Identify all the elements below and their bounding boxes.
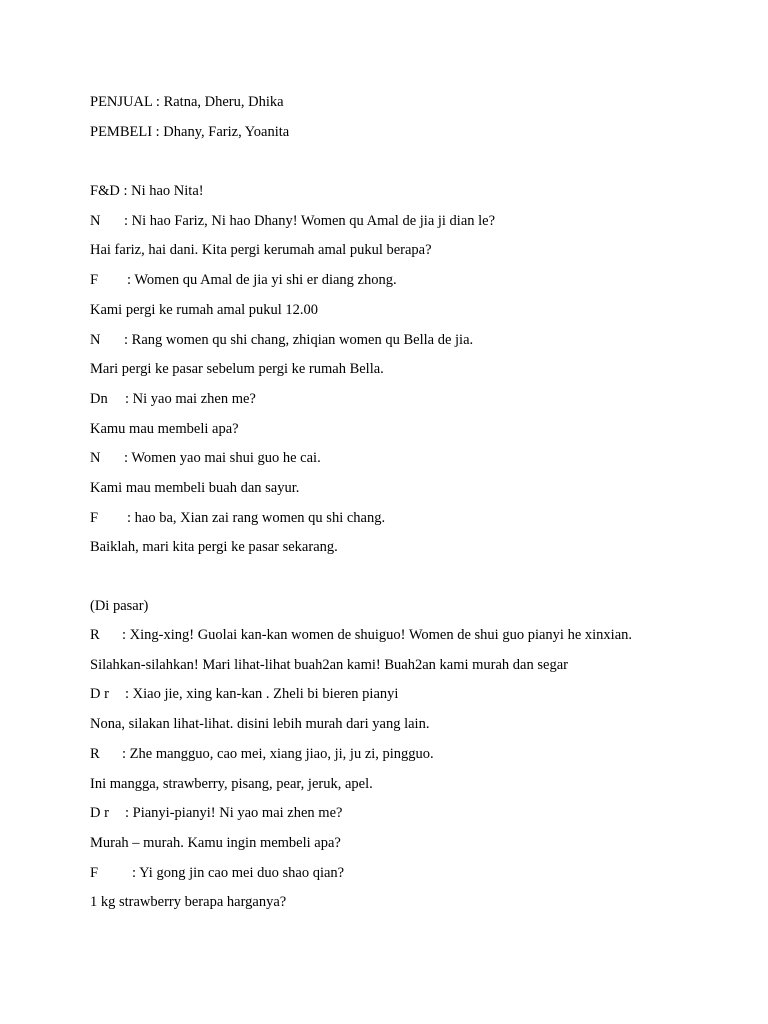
line-text: : Women yao mai shui guo he cai. bbox=[124, 450, 321, 466]
speaker-label: F bbox=[90, 510, 99, 526]
line-text: Murah – murah. Kamu ingin membeli apa? bbox=[90, 835, 341, 851]
dialogue-line bbox=[90, 685, 398, 703]
line-text: 1 kg strawberry berapa harganya? bbox=[90, 894, 287, 910]
pembeli-line bbox=[90, 123, 289, 141]
speaker-label: N bbox=[90, 450, 101, 466]
line-text: : Pianyi-pianyi! Ni yao mai zhen me? bbox=[125, 805, 343, 821]
speaker-label: D r bbox=[90, 805, 109, 821]
dialogue-line bbox=[90, 864, 344, 882]
line-text: Silahkan-silahkan! Mari lihat-lihat buah2an kami! Buah2an kami murah dan segar bbox=[90, 657, 568, 673]
line-text: : hao ba, Xian zai rang women qu shi chang. bbox=[127, 510, 386, 526]
speaker-label: N bbox=[90, 213, 101, 229]
dialogue-line bbox=[90, 271, 397, 289]
speaker-label: N bbox=[90, 332, 101, 348]
dialogue-line bbox=[90, 182, 204, 200]
dialogue-line bbox=[90, 212, 495, 230]
line-text: : Women qu Amal de jia yi shi er diang zhong. bbox=[127, 272, 397, 288]
line-text: PEMBELI : Dhany, Fariz, Yoanita bbox=[90, 124, 290, 140]
speaker-label: D r bbox=[90, 686, 109, 702]
speaker-label: F bbox=[90, 865, 99, 881]
translation-line bbox=[90, 420, 239, 438]
translation-line bbox=[90, 775, 373, 793]
translation-line bbox=[90, 301, 318, 319]
line-text: Kamu mau membeli apa? bbox=[90, 421, 239, 437]
line-text: Ini mangga, strawberry, pisang, pear, jeruk, apel. bbox=[90, 776, 373, 792]
line-text: Baiklah, mari kita pergi ke pasar sekarang. bbox=[90, 539, 338, 555]
dialogue-line bbox=[90, 509, 385, 527]
translation-line bbox=[90, 479, 299, 497]
speaker-label: Dn bbox=[90, 391, 108, 407]
speaker-label: R bbox=[90, 746, 100, 762]
line-text: : Xiao jie, xing kan-kan . Zheli bi bieren pianyi bbox=[125, 686, 399, 702]
dialogue-line bbox=[90, 390, 256, 408]
line-text: : Xing-xing! Guolai kan-kan women de shuiguo! Women de shui guo pianyi he xinxian. bbox=[122, 627, 633, 643]
line-text: (Di pasar) bbox=[90, 598, 149, 614]
translation-line bbox=[90, 715, 429, 733]
translation-line bbox=[90, 893, 286, 911]
line-text: : Zhe mangguo, cao mei, xiang jiao, ji, ju zi, pingguo. bbox=[122, 746, 434, 762]
line-text: : Rang women qu shi chang, zhiqian women qu Bella de jia. bbox=[124, 332, 474, 348]
dialogue-line bbox=[90, 626, 632, 644]
line-text: Nona, silakan lihat-lihat. disini lebih murah dari yang lain. bbox=[90, 716, 430, 732]
translation-line bbox=[90, 656, 568, 674]
line-text: Mari pergi ke pasar sebelum pergi ke rumah Bella. bbox=[90, 361, 384, 377]
translation-line bbox=[90, 241, 432, 259]
line-text: Kami mau membeli buah dan sayur. bbox=[90, 480, 300, 496]
speaker-label: F bbox=[90, 272, 99, 288]
dialogue-line bbox=[90, 745, 434, 763]
line-text: Hai fariz, hai dani. Kita pergi kerumah amal pukul berapa? bbox=[90, 242, 432, 258]
translation-line bbox=[90, 360, 384, 378]
line-text: : Yi gong jin cao mei duo shao qian? bbox=[132, 865, 345, 881]
scene-label bbox=[90, 597, 148, 615]
speaker-label: F&D bbox=[90, 183, 120, 199]
line-text: PENJUAL : Ratna, Dheru, Dhika bbox=[90, 94, 284, 110]
penjual-line bbox=[90, 93, 284, 111]
line-text: Kami pergi ke rumah amal pukul 12.00 bbox=[90, 302, 319, 318]
line-text: : Ni hao Nita! bbox=[119, 183, 204, 199]
dialogue-line bbox=[90, 331, 473, 349]
dialogue-line bbox=[90, 449, 321, 467]
dialogue-line bbox=[90, 804, 342, 822]
line-text: : Ni hao Fariz, Ni hao Dhany! Women qu Amal de jia ji dian le? bbox=[124, 213, 496, 229]
speaker-label: R bbox=[90, 627, 100, 643]
line-text: : Ni yao mai zhen me? bbox=[125, 391, 256, 407]
translation-line bbox=[90, 538, 338, 556]
translation-line bbox=[90, 834, 341, 852]
